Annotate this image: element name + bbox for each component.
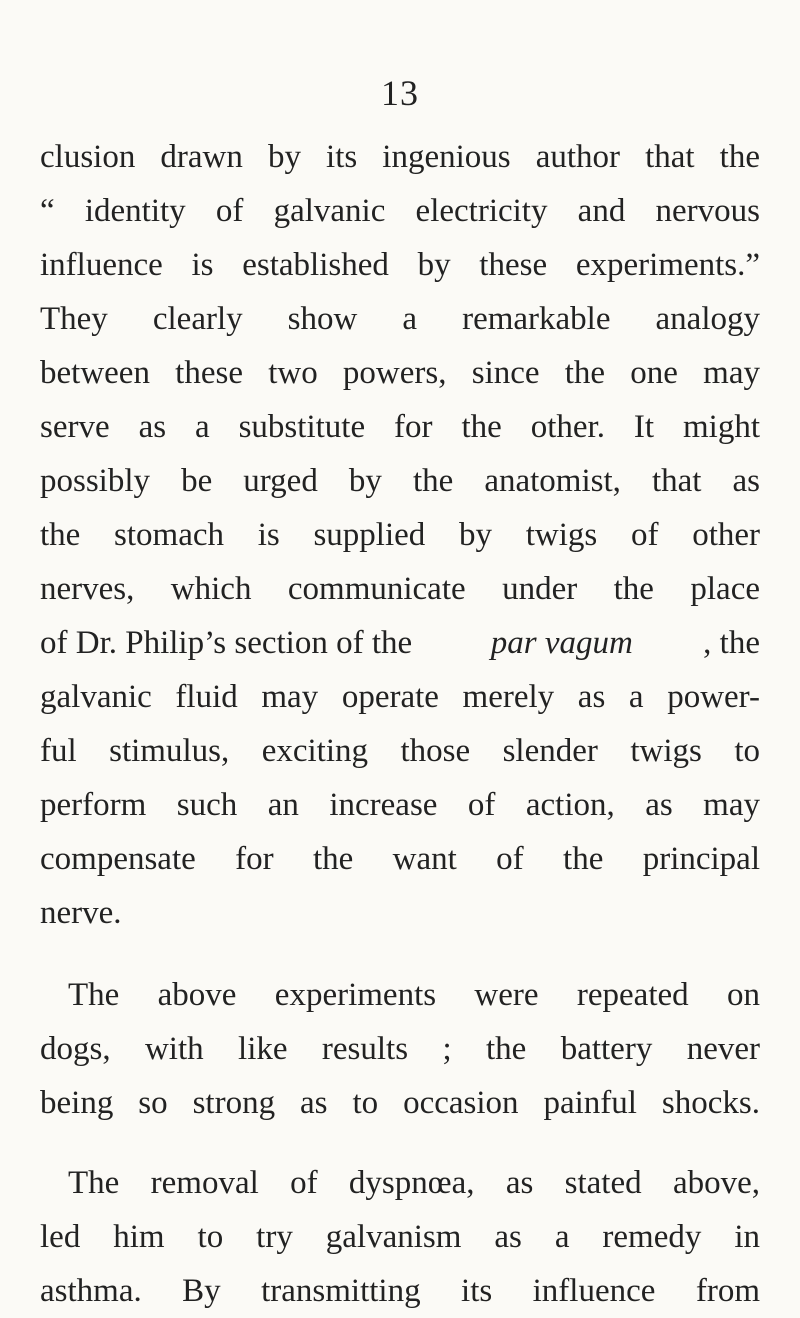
text-segment: of Dr. Philip’s section of the <box>40 625 421 661</box>
text-line-mixed <box>40 616 760 670</box>
text-line: “ identity of galvanic electricity and nervous <box>40 193 760 229</box>
paragraph-1 <box>40 130 760 940</box>
text-segment: , the <box>703 625 760 661</box>
text-line: dogs, with like results ; the battery never <box>40 1031 760 1067</box>
page-number: 13 <box>381 73 419 113</box>
paragraph-2 <box>40 968 760 1130</box>
text-line: nerve. <box>40 895 122 931</box>
text-line: serve as a substitute for the other. It might <box>40 409 760 445</box>
paragraph-3 <box>40 1156 760 1318</box>
text-line: perform such an increase of action, as may <box>40 787 760 823</box>
text-line: led him to try galvanism as a remedy in <box>40 1219 760 1255</box>
text-line: compensate for the want of the principal <box>40 841 760 877</box>
text-line: nerves, which communicate under the place <box>40 571 760 607</box>
italic-term: par vagum <box>490 625 633 661</box>
text-line: asthma. By transmitting its influence from <box>40 1273 760 1309</box>
text-line: The above experiments were repeated on <box>68 977 760 1013</box>
text-line: The removal of dyspnœa, as stated above, <box>68 1165 760 1201</box>
text-line: ful stimulus, exciting those slender twigs to <box>40 733 760 769</box>
text-line: They clearly show a remarkable analogy <box>40 301 760 337</box>
text-line: being so strong as to occasion painful shocks. <box>40 1085 760 1121</box>
body-text <box>40 130 760 1318</box>
text-line: between these two powers, since the one may <box>40 355 760 391</box>
text-line: clusion drawn by its ingenious author that the <box>40 139 760 175</box>
text-line: possibly be urged by the anatomist, that as <box>40 463 760 499</box>
text-line: galvanic fluid may operate merely as a power- <box>40 679 760 715</box>
text-line: influence is established by these experiments.” <box>40 247 760 283</box>
text-line: the stomach is supplied by twigs of other <box>40 517 760 553</box>
